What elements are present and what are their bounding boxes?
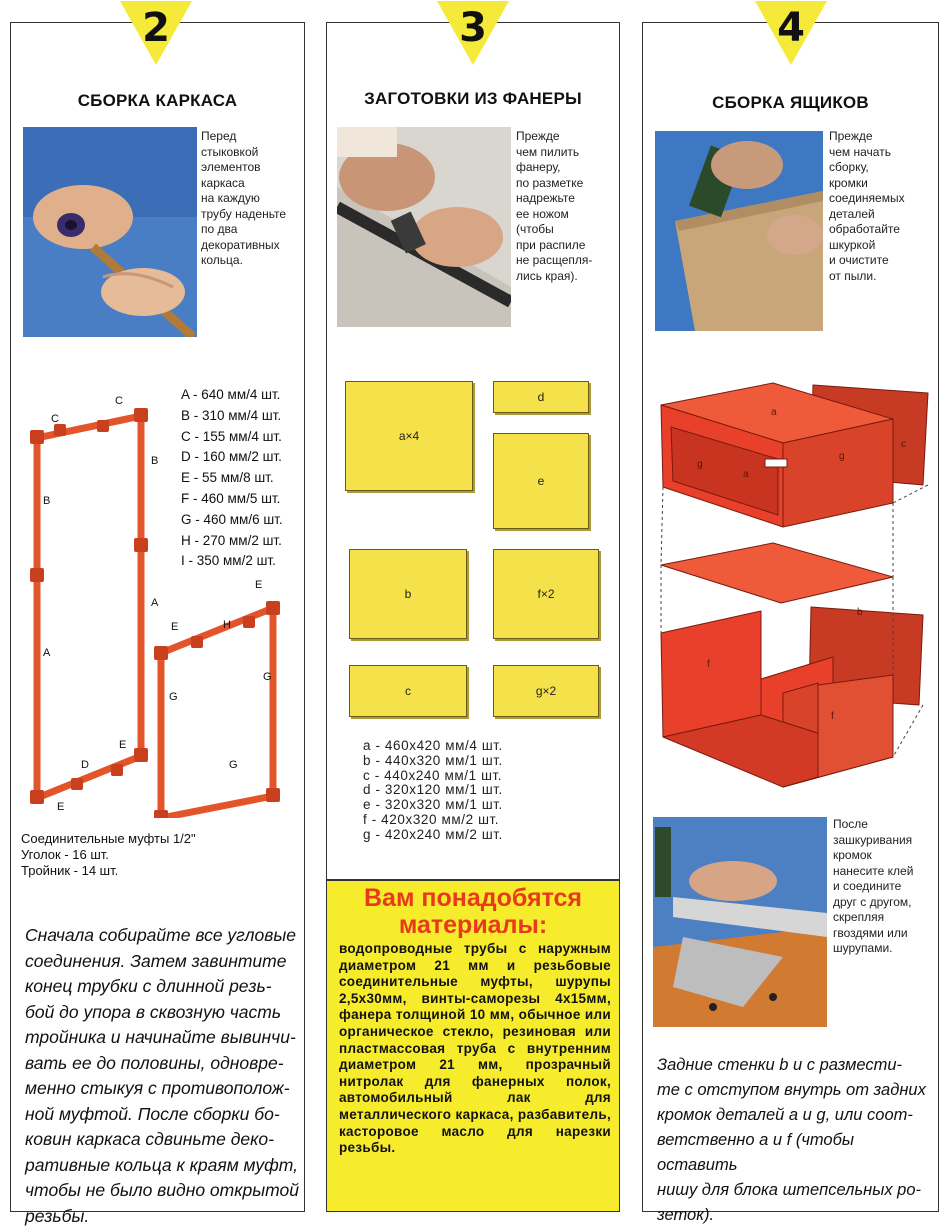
part-a: a×4 (345, 381, 473, 491)
list-item: C - 155 мм/4 шт. (181, 427, 305, 448)
diagram-label: c (901, 439, 906, 450)
caption-line: чем пилить (516, 145, 616, 161)
caption-line: стыковкой (201, 145, 301, 161)
caption-line: чем начать (829, 145, 935, 161)
part-f: f×2 (493, 549, 599, 639)
caption-line: соединяемых (829, 191, 935, 207)
caption-line: друг с другом, (833, 895, 937, 911)
list-item: F - 460 мм/5 шт. (181, 489, 305, 510)
caption-line: Прежде (516, 129, 616, 145)
caption-line: от пыли. (829, 269, 935, 285)
caption-line: лись края). (516, 269, 616, 285)
frame-label: E (57, 801, 64, 813)
photo-rings-on-pipe (23, 127, 197, 337)
text-line: тройника и начинайте вывинчи- (25, 1025, 305, 1051)
caption-line: по разметке (516, 176, 616, 192)
text-line: ративные кольца к краям муфт, (25, 1153, 305, 1179)
frame-label: H (223, 619, 231, 631)
caption-line: гвоздями или (833, 926, 937, 942)
frame-label: G (263, 671, 272, 683)
list-item: f - 420x320 мм/2 шт. (363, 813, 603, 828)
caption-line: и соедините (833, 879, 937, 895)
photo-sanding-edges (655, 131, 823, 331)
text-line: ветственно a и f (чтобы оставить (657, 1128, 937, 1178)
instructions-text (657, 1053, 937, 1228)
text-line: соединения. Затем завинтите (25, 949, 305, 975)
frame-label: G (169, 691, 178, 703)
frame-label: C (115, 395, 123, 407)
caption-line: каркаса (201, 176, 301, 192)
caption-line: Перед (201, 129, 301, 145)
photo-caption (833, 817, 937, 957)
text-line: Сначала собирайте все угловые (25, 923, 305, 949)
caption-line: кромки (829, 176, 935, 192)
caption-line: не расщепля- (516, 253, 616, 269)
caption-line: сборку, (829, 160, 935, 176)
panel-title: СБОРКА КАРКАСА (11, 91, 304, 111)
frame-label: E (119, 739, 126, 751)
list-item: H - 270 мм/2 шт. (181, 531, 305, 552)
box-assembly-diagram (643, 375, 938, 805)
pipe-parts-list (181, 385, 305, 572)
frame-label: A (151, 597, 158, 609)
list-item: g - 420x240 мм/2 шт. (363, 828, 603, 843)
caption-line: трубу наденьте (201, 207, 301, 223)
materials-title (327, 885, 619, 939)
frame-label: C (51, 413, 59, 425)
panel-frame-assembly (10, 22, 305, 1212)
caption-line: нанесите клей (833, 864, 937, 880)
list-item: G - 460 мм/6 шт. (181, 510, 305, 531)
list-item: a - 460x420 мм/4 шт. (363, 739, 603, 754)
fittings-list (21, 831, 301, 879)
part-c: c (349, 665, 467, 717)
part-g: g×2 (493, 665, 599, 717)
step-number: 2 (120, 5, 192, 51)
caption-line: После (833, 817, 937, 833)
materials-text: водопроводные трубы с наружным диаметром 21 мм и резьбовые соединительные муфты, шурупы 2,5x30мм, винты-саморезы 4x15мм, фанера толщиной 10 мм, обычное или органическое стекло, резиновая или пластмассовая труба с внутренним диаметром 21 мм, прозрачный нитролак для фанерных полок, автомобильный лак для металлического каркаса, разбавитель, касторовое масло для нарезки резьбы. (339, 941, 611, 1157)
list-item: e - 320x320 мм/1 шт. (363, 798, 603, 813)
list-item: d - 320x120 мм/1 шт. (363, 783, 603, 798)
title-line: Вам понадобятся (327, 885, 619, 912)
list-item: I - 350 мм/2 шт. (181, 551, 305, 572)
panel-plywood-blanks (326, 22, 620, 880)
frame-label: B (43, 495, 50, 507)
part-b: b (349, 549, 467, 639)
diagram-label: a (743, 469, 749, 480)
caption-line: кольца. (201, 253, 301, 269)
photo-caption (201, 129, 301, 269)
caption-line: и очистите (829, 253, 935, 269)
instructions-text (25, 923, 305, 1229)
part-e: e (493, 433, 589, 529)
text-line: ковин каркаса сдвиньте деко- (25, 1127, 305, 1153)
photo-cutting-plywood (337, 127, 511, 327)
text-line: те с отступом внутрь от задних (657, 1078, 937, 1103)
photo-gluing (653, 817, 827, 1027)
frame-label: D (81, 759, 89, 771)
caption-line: зашкуривания (833, 833, 937, 849)
text-line: конец трубки с длинной резь- (25, 974, 305, 1000)
text-line: зеток). (657, 1203, 937, 1228)
text-line: чтобы не было видно открытой (25, 1178, 305, 1204)
list-item: Уголок - 16 шт. (21, 847, 301, 863)
diagram-label: f (707, 659, 710, 670)
caption-line: скрепляя (833, 910, 937, 926)
caption-line: кромок (833, 848, 937, 864)
caption-line: декоративных (201, 238, 301, 254)
caption-line: по два (201, 222, 301, 238)
text-line: нишу для блока штепсельных ро- (657, 1178, 937, 1203)
panel-box-assembly (642, 22, 939, 1212)
text-line: менно стыкуя с противополож- (25, 1076, 305, 1102)
frame-label: G (229, 759, 238, 771)
list-item: B - 310 мм/4 шт. (181, 406, 305, 427)
caption-line: деталей (829, 207, 935, 223)
list-item: A - 640 мм/4 шт. (181, 385, 305, 406)
text-line: резьбы. (25, 1204, 305, 1229)
text-line: ной муфтой. После сборки бо- (25, 1102, 305, 1128)
caption-line: на каждую (201, 191, 301, 207)
photo-caption (516, 129, 616, 284)
caption-line: Прежде (829, 129, 935, 145)
diagram-label: a (771, 407, 777, 418)
title-line: материалы: (327, 912, 619, 939)
list-item: b - 440x320 мм/1 шт. (363, 754, 603, 769)
list-item: c - 440x240 мм/1 шт. (363, 769, 603, 784)
list-item: Тройник - 14 шт. (21, 863, 301, 879)
panel-title: СБОРКА ЯЩИКОВ (643, 93, 938, 113)
diagram-label: g (697, 459, 703, 470)
caption-line: (чтобы (516, 222, 616, 238)
plywood-parts-list (363, 739, 603, 843)
frame-label: B (151, 455, 158, 467)
text-line: кромок деталей a и g, или соот- (657, 1103, 937, 1128)
part-d: d (493, 381, 589, 413)
panel-title: ЗАГОТОВКИ ИЗ ФАНЕРЫ (327, 89, 619, 109)
list-item: Соединительные муфты 1/2" (21, 831, 301, 847)
step-number: 3 (437, 5, 509, 51)
caption-line: фанеру, (516, 160, 616, 176)
caption-line: элементов (201, 160, 301, 176)
photo-caption (829, 129, 935, 284)
text-line: бой до упора в сквозную часть (25, 1000, 305, 1026)
caption-line: шкуркой (829, 238, 935, 254)
list-item: D - 160 мм/2 шт. (181, 447, 305, 468)
caption-line: надрежьте (516, 191, 616, 207)
list-item: E - 55 мм/8 шт. (181, 468, 305, 489)
frame-label: E (255, 579, 262, 591)
caption-line: ее ножом (516, 207, 616, 223)
frame-label: A (43, 647, 50, 659)
diagram-label: g (839, 451, 845, 462)
materials-box (326, 880, 620, 1212)
caption-line: при распиле (516, 238, 616, 254)
text-line: вать ее до половины, одновре- (25, 1051, 305, 1077)
caption-line: шурупами. (833, 941, 937, 957)
caption-line: обработайте (829, 222, 935, 238)
diagram-label: b (857, 607, 863, 618)
diagram-label: f (831, 711, 834, 722)
step-number: 4 (755, 5, 827, 51)
text-line: Задние стенки b и c размести- (657, 1053, 937, 1078)
frame-label: E (171, 621, 178, 633)
